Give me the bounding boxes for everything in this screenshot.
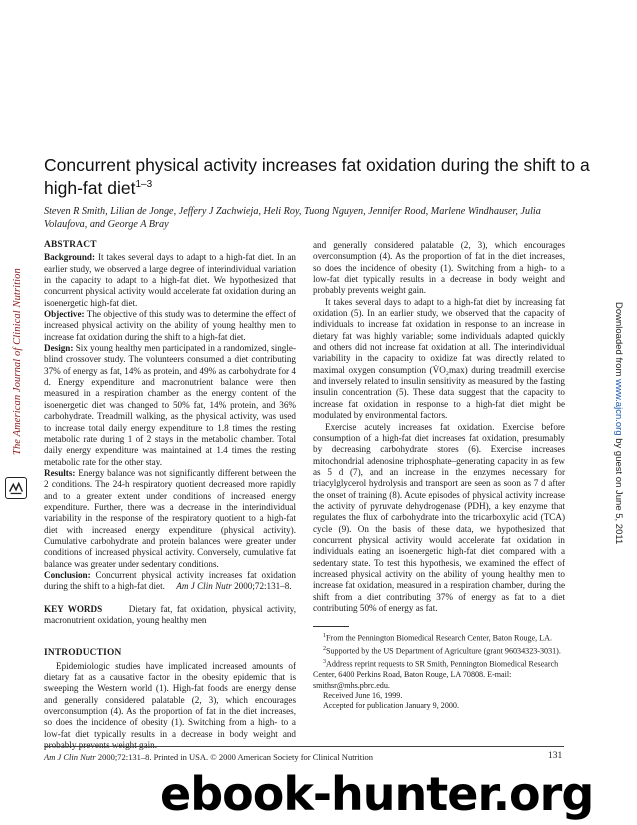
footnote-2: $^2$Supported by the US Department of Agriculture (grant 96034323-3031). bbox=[323, 646, 561, 657]
results-text: Energy balance was not significantly different between the 2 conditions. The 24-h respiratory quotient decreased more rapidly and to a greater extent under conditions of increased energy expenditure. Further, there was a decrease in the interindividual variability in the response of the respiratory quotient to a high-fat diet with increased energy expenditure (physical activity). Cumulative carbohydrate and protein balances were greater under conditions of increased physical activity. Conversely, cumulative fat balance was greater under sedentary conditions. bbox=[44, 467, 296, 569]
intro-paragraph-1: Epidemiologic studies have implicated increased amounts of dietary fat as a causative factor in the obesity epidemic that is sweeping the Western world (1). High-fat foods are energy dense and generally considered palatable (2, 3), which encourages overconsumption (4). As the proportion of fat in the diet increases, so does the incidence of obesity (1). Switching from a high- to a low-fat diet typically results in a decrease in body weight and probably prevents weight gain. bbox=[44, 660, 296, 751]
background-label: Background: bbox=[44, 252, 96, 263]
abstract-design bbox=[44, 343, 296, 468]
download-prefix: Downloaded from bbox=[613, 302, 624, 380]
footer-text: 2000;72:131–8. Printed in USA. © 2000 American Society for Clinical Nutrition bbox=[95, 752, 373, 762]
footnote-1: $^1$From the Pennington Biomedical Research Center, Baton Rouge, LA. bbox=[323, 633, 553, 644]
title-footnote-ref: 1–3 bbox=[135, 179, 153, 190]
abstract-heading: ABSTRACT bbox=[44, 240, 97, 250]
objective-label: Objective: bbox=[44, 309, 85, 320]
introduction-heading: INTRODUCTION bbox=[44, 648, 122, 659]
footer-divider bbox=[44, 746, 564, 747]
received-date: Received June 16, 1999. bbox=[323, 690, 403, 700]
abstract-results bbox=[44, 468, 296, 570]
keywords-label: KEY WORDS bbox=[44, 603, 103, 614]
intro-paragraph-2: It takes several days to adapt to a high-fat diet by increasing fat oxidation (5). In an earlier study, we observed that the capacity of individuals to increase fat oxidation in response to an increase in dietary fat was highly variable; some individuals adapted quickly and others did not increase fat oxidation at all. The interindividual variability in the capacity to oxidize fat was directly related to maximal oxygen consumption (V̇O₂max) during treadmill exercise and inversely related to insulin sensitivity as measured by the fasting insulin concentration (5). These data suggest that the capacity to increase fat oxidation in response to a high-fat diet might be modulated by environmental factors. bbox=[313, 296, 565, 421]
design-label: Design: bbox=[44, 343, 74, 354]
keywords-text: Dietary fat, fat oxidation, physical activity, macronutrient oxidation, young healthy men bbox=[44, 603, 297, 625]
download-link[interactable]: www.ajcn.org bbox=[613, 379, 624, 436]
footer-journal: Am J Clin Nutr bbox=[44, 752, 96, 762]
footnote-divider bbox=[313, 626, 349, 627]
objective-text: The objective of this study was to determine the effect of increased physical activity on the ability of young healthy men to increase fat oxidation during the shift to a high-fat diet. bbox=[44, 309, 296, 342]
design-text: Six young healthy men participated in a randomized, single-blind crossover study. The volunteers consumed a diet contributing 37% of energy as fat, 14% as protein, and 49% as carbohydrate for 4 d. Energy expenditure and macronutrient balance were then measured in a respiration chamber as the energy content of the isoenergetic diet was changed to 50% fat, 14% protein, and 36% carbohydrate. Treadmill walking, as the physical activity, was used to increase total daily energy expenditure to 1.8 times the resting metabolic rate during 1 of 2 stays in the metabolic chamber. Total daily energy expenditure was maintained at 1.4 times the resting metabolic rate for the other stay. bbox=[44, 343, 296, 467]
watermark-text: ebook-hunter.org bbox=[160, 767, 594, 821]
abstract-objective bbox=[44, 309, 296, 343]
journal-side-title: The American Journal of Clinical Nutrition bbox=[12, 268, 23, 455]
results-label: Results: bbox=[44, 467, 76, 478]
page-number: 131 bbox=[548, 751, 563, 761]
conclusion-label: Conclusion: bbox=[44, 569, 91, 580]
intro-paragraph-1-continued: and generally considered palatable (2, 3), which encourages overconsumption (4). As the proportion of fat in the diet increases, so does the incidence of obesity (1). Switching from a high- to a low-fat diet typically results in a decrease in body weight and probably prevents weight gain. bbox=[313, 240, 565, 296]
keywords bbox=[44, 604, 296, 627]
citation-rest: 2000;72:131–8. bbox=[231, 581, 292, 592]
abstract-conclusion bbox=[44, 570, 296, 593]
footnote-3: $^3$Address reprint requests to SR Smith, Pennington Biomedical Research Center, 6400 Perkins Road, Baton Rouge, LA 70808. E-mail: smithsr@mhs.pbrc.edu. bbox=[313, 659, 559, 690]
accepted-date: Accepted for publication January 9, 2000. bbox=[323, 701, 459, 711]
footnotes bbox=[313, 631, 565, 711]
article-title-text: Concurrent physical activity increases fat oxidation during the shift to a high-fat diet bbox=[44, 155, 590, 198]
watermark bbox=[160, 763, 637, 825]
author-list: Steven R Smith, Lilian de Jonge, Jeffery J Zachwieja, Heli Roy, Tuong Nguyen, Jennifer Rood, Marlene Windhauser, Julia Volaufova, and George A Bray bbox=[44, 206, 541, 230]
conclusion-text: Concurrent physical activity increases fat oxidation during the shift to a high-fat diet. bbox=[44, 569, 296, 592]
left-column bbox=[44, 240, 297, 751]
citation-journal: Am J Clin Nutr bbox=[176, 581, 232, 592]
abstract-background bbox=[44, 252, 296, 309]
background-text: It takes several days to adapt to a high-fat diet. In an earlier study, we observed a large degree of interindividual variation in the capacity to adapt to a high-fat diet. We hypothesized that concurrent physical activity would accelerate fat oxidation during an isoenergetic high-fat diet. bbox=[44, 252, 296, 308]
journal-logo-icon bbox=[5, 477, 27, 499]
article-title bbox=[44, 155, 604, 198]
intro-paragraph-3: Exercise acutely increases fat oxidation. Exercise before consumption of a high-fat diet increases fat oxidation, presumably by decreasing carbohydrate stores (6). Exercise increases mitochondrial adenosine triphosphate–generating capacity in as few as 5 d (7), and an increase in the enzymes necessary for triacylglycerol hydrolysis and transport are seen as soon as 7 d after the onset of training (8). Acute episodes of physical activity increase the activity of pyruvate dehydrogenase (PDH), a key enzyme that regulates the flux of carbohydrate into the tricarboxylic acid (TCA) cycle (9). On the basis of these data, we hypothesized that concurrent physical activity would accelerate fat oxidation in individuals eating an isoenergetic high-fat diet compared with a sedentary state. To test this hypothesis, we examined the effect of increased physical activity on the ability of young healthy men to increase fat oxidation, measured in a respiration chamber, during the shift from a diet contributing 37% of energy as fat to a diet contributing 50% of energy as fat. bbox=[313, 421, 565, 613]
right-column bbox=[313, 240, 565, 711]
footer-citation bbox=[44, 752, 373, 762]
download-suffix: by guest on June 5, 2011 bbox=[613, 435, 624, 545]
download-notice bbox=[613, 302, 624, 544]
